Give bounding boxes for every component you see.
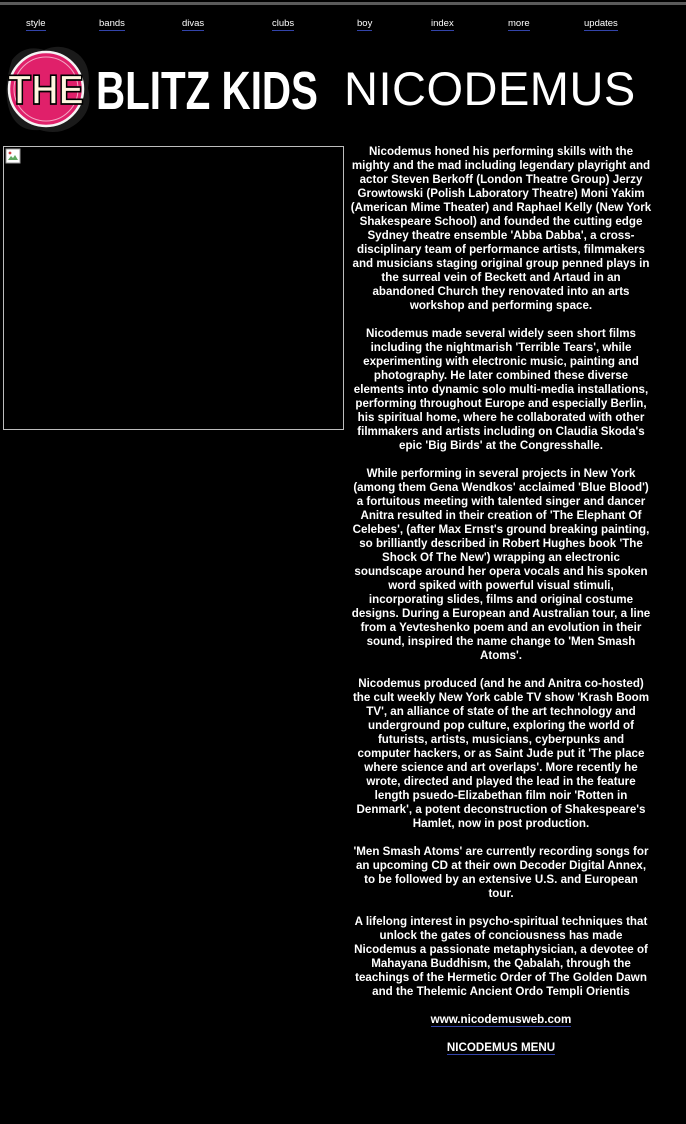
website-link-row (350, 1013, 652, 1027)
blitz-kids-logo[interactable] (4, 40, 320, 136)
broken-image-icon (5, 148, 21, 164)
logo-wordmark: BLITZ KIDS (96, 61, 318, 122)
bio-paragraph: While performing in several projects in New York (among them Gena Wendkos' acclaimed 'Blue Blood') a fortuitous meeting with talented singer and dancer Anitra resulted in their creation of 'The Elephant Of Celebes', (after Max Ernst's ground breaking painting, so brilliantly described in Robert Hughes book 'The Shock Of The New') wrapping an electronic soundscape around her opera vocals and his spoken word spiked with powerful visual stimuli, incorporating slides, films and original costume designs. During a European and Australian tour, a line from a Yevteshenko poem and an evolution in their sound, inspired the name change to 'Men Smash Atoms'. (351, 467, 651, 662)
broken-image-placeholder (3, 146, 344, 430)
bio-paragraph: Nicodemus made several widely seen short films including the nightmarish 'Terrible Tears', while experimenting with electronic music, painting and photography. He later combined these diverse elements into dynamic solo multi-media installations, performing throughout Europe and especially Berlin, his spiritual home, where he collaborated with other filmmakers and artists including on Claudia Skoda's epic 'Big Birds' at the Congresshalle. (353, 327, 649, 452)
top-nav (0, 18, 686, 32)
nav-link-style[interactable]: style (26, 18, 46, 29)
logo-badge-text: THE (8, 67, 84, 114)
bio-text (350, 145, 652, 1069)
nav-link-updates[interactable]: updates (584, 18, 618, 29)
nicodemus-menu-link[interactable]: NICODEMUS MENU (446, 1041, 556, 1054)
top-divider (0, 2, 686, 5)
bio-paragraph: A lifelong interest in psycho-spiritual techniques that unlock the gates of conciousness has made Nicodemus a passionate metaphysician, a devotee of Mahayana Buddhism, the Qabalah, through the teachings of the Hermetic Order of The Golden Dawn and the Thelemic Ancient Ordo Templi Orientis (354, 915, 648, 998)
menu-link-row (350, 1041, 652, 1055)
bio-paragraph: Nicodemus honed his performing skills with the mighty and the mad including legendary playright and actor Steven Berkoff (London Theatre Group) Jerzy Growtowski (Polish Laboratory Theatre) Moni Yakim (American Mime Theater) and Raphael Kelly (New York Shakespeare School) and founded the cutting edge Sydney theatre ensemble 'Abba Dabba', a cross-disciplinary team of performance artists, filmmakers and musicians staging original group penned plays in the surreal vein of Beckett and Artaud in an abandoned Church they renovated into an arts workshop and performing space. (350, 145, 652, 312)
nav-link-index[interactable]: index (431, 18, 454, 29)
nav-link-divas[interactable]: divas (182, 18, 205, 29)
nav-link-more[interactable]: more (508, 18, 530, 29)
website-link[interactable]: www.nicodemusweb.com (430, 1013, 572, 1026)
nav-link-bands[interactable]: bands (99, 18, 125, 29)
nav-link-clubs[interactable]: clubs (272, 18, 295, 29)
nav-link-boy[interactable]: boy (357, 18, 373, 29)
bio-paragraph: 'Men Smash Atoms' are currently recording songs for an upcoming CD at their own Decoder Digital Annex, to be followed by an extensive U.S. and European tour. (353, 845, 649, 900)
bio-paragraph: Nicodemus produced (and he and Anitra co-hosted) the cult weekly New York cable TV show 'Krash Boom TV', an alliance of state of the art technology and underground pop culture, exploring the world of futurists, artists, musicians, cyberpunks and computer hackers, or as Saint Jude put it 'The place where science and art overlaps'. More recently he wrote, directed and played the lead in the feature length psuedo-Elizabethan film noir 'Rotten in Denmark', a potent deconstruction of Shakespeare's Hamlet, now in post production. (352, 677, 650, 830)
page-title: NICODEMUS (344, 62, 636, 115)
